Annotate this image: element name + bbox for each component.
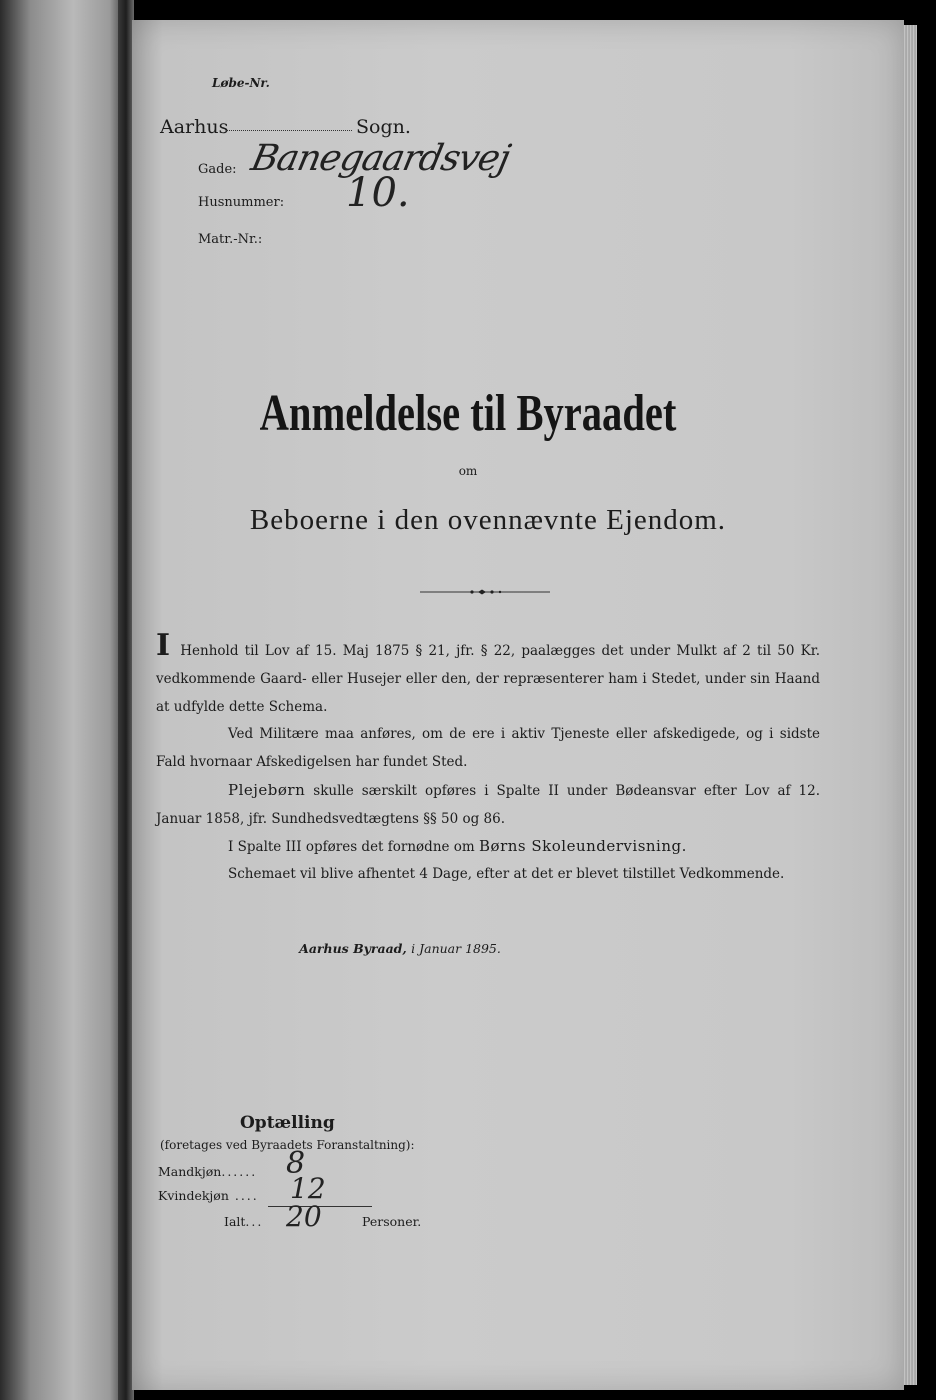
husnummer-handwritten-value: 10. xyxy=(346,170,410,216)
kvindekjon-handwritten-value: 12 xyxy=(290,1172,326,1205)
document-subtitle: Beboerne i den ovennævnte Ejendom. xyxy=(249,504,727,536)
ialt-handwritten-value: 20 xyxy=(286,1200,322,1233)
sogn-dotted-line xyxy=(226,130,352,131)
document-title: Anmeldelse til Byraadet xyxy=(259,385,677,442)
gade-label: Gade: xyxy=(198,162,237,177)
husnummer-label: Husnummer: xyxy=(198,195,285,210)
page-stack-edge xyxy=(903,25,917,1385)
paragraph-4-text: I Spalte III opføres det fornødne om xyxy=(228,839,475,855)
city-label: Aarhus xyxy=(160,116,229,138)
personer-label: Personer. xyxy=(362,1214,422,1229)
paragraph-1-text: Henhold til Lov af 15. Maj 1875 § 21, jfr. § 22, paalægges det under Mulkt af 2 til 50 Kr. vedkommende Gaard- eller Husejer eller den, der repræsenterer ham i Stedet, under sin Haand at udfylde dette Schema. xyxy=(156,643,821,715)
matr-nr-label: Matr.-Nr.: xyxy=(198,232,263,247)
paragraph-3-text: skulle særskilt opføres i Spalte II under Bødeansvar efter Lov af 12. Januar 1858, jfr. Sundhedsvedtægtens §§ 50 og 86. xyxy=(156,783,820,827)
signed-authority: Aarhus Byraad, xyxy=(299,941,407,956)
paragraph-4 xyxy=(156,832,820,861)
paragraph-2: Ved Militære maa anføres, om de ere i aktiv Tjeneste eller afskedigede, og i sidste Fald hvornaar Afskedigelsen har fundet Sted. xyxy=(156,726,820,770)
sogn-label: Sogn. xyxy=(356,116,411,138)
mandkjon-row: Mandkjøn...... xyxy=(158,1164,258,1179)
count-subtitle: (foretages ved Byraadets Foranstaltning): xyxy=(160,1138,415,1152)
facing-page-edge xyxy=(0,0,122,1400)
mandkjon-label: Mandkjøn xyxy=(158,1164,222,1179)
drop-cap: I xyxy=(156,628,171,663)
gade-handwritten-value: Banegaardsvej xyxy=(247,138,514,179)
loebe-nr-label: Løbe-Nr. xyxy=(212,76,270,90)
mandkjon-handwritten-value: 8 xyxy=(286,1146,306,1181)
kvindekjon-label: Kvindekjøn xyxy=(158,1188,229,1203)
ialt-label: Ialt xyxy=(224,1214,246,1229)
skoleundervisning-emphasis: Børns Skoleundervisning. xyxy=(479,837,687,855)
paragraph-5: Schemaet vil blive afhentet 4 Dage, efter at det er blevet tilstillet Vedkommende. xyxy=(228,866,785,882)
signed-date: i Januar 1895. xyxy=(411,941,501,956)
ialt-row: Ialt... xyxy=(224,1214,264,1229)
paragraph-1 xyxy=(156,628,821,721)
paragraph-3 xyxy=(156,776,820,833)
count-title: Optælling xyxy=(240,1113,335,1133)
kvindekjon-row: Kvindekjøn .... xyxy=(158,1188,259,1203)
ornament-divider xyxy=(420,589,550,595)
plejeborn-emphasis: Plejebørn xyxy=(228,781,306,799)
om-connector: om xyxy=(458,464,478,478)
signature-line xyxy=(0,941,800,956)
